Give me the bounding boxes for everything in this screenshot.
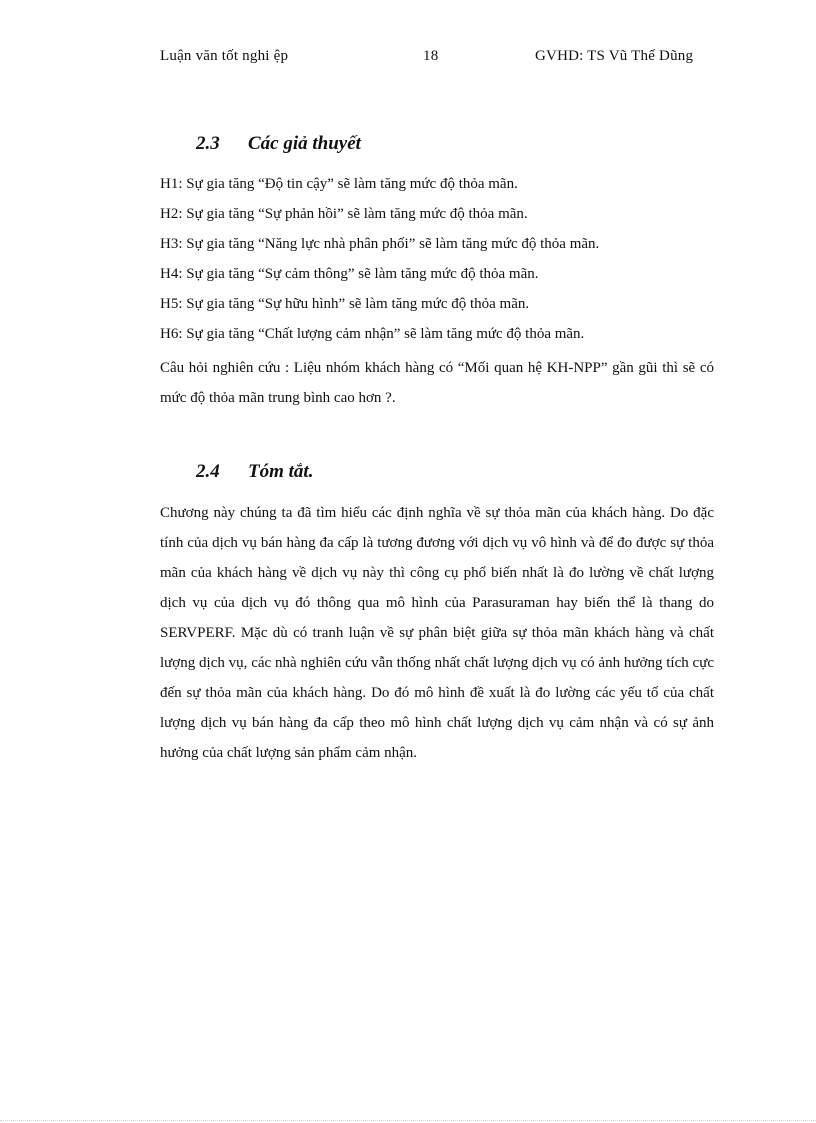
hypothesis-h1: H1: Sự gia tăng “Độ tin cậy” sẽ làm tăng mức độ thỏa mãn.: [160, 176, 518, 192]
section-title: Các giả thuyết: [248, 133, 361, 154]
header-advisor: GVHD: TS Vũ Thế Dũng: [535, 48, 694, 64]
page-header: [160, 48, 720, 72]
hypothesis-h3: H3: Sự gia tăng “Năng lực nhà phân phối” sẽ làm tăng mức độ thỏa mãn.: [160, 236, 600, 252]
hypothesis-h4: H4: Sự gia tăng “Sự cảm thông” sẽ làm tăng mức độ thỏa mãn.: [160, 266, 539, 282]
section-title: Tóm tắt.: [248, 461, 314, 482]
hypothesis-h6: H6: Sự gia tăng “Chất lượng cảm nhận” sẽ làm tăng mức độ thỏa mãn.: [160, 326, 585, 342]
section-number: 2.4: [196, 461, 220, 482]
section-number: 2.3: [196, 133, 220, 154]
section-heading-2-3: [196, 133, 361, 155]
hypothesis-list: [160, 173, 720, 353]
page-number: 18: [423, 48, 439, 64]
hypothesis-h2: H2: Sự gia tăng “Sự phản hồi” sẽ làm tăng mức độ thỏa mãn.: [160, 206, 528, 222]
hypothesis-h5: H5: Sự gia tăng “Sự hữu hình” sẽ làm tăng mức độ thỏa mãn.: [160, 296, 530, 312]
section-heading-2-4: [196, 461, 313, 483]
page-bottom-divider: [0, 1120, 816, 1121]
summary-paragraph: Chương này chúng ta đã tìm hiểu các định nghĩa về sự thỏa mãn của khách hàng. Do đặc tính của dịch vụ bán hàng đa cấp là tương đương với dịch vụ vô hình và để đo được sự thỏa mãn của khách hàng về dịch vụ này thì công cụ phổ biến nhất là đo lường về chất lượng dịch vụ của dịch vụ đó thông qua mô hình của Parasuraman hay biến thể là thang do SERVPERF. Mặc dù có tranh luận về sự phân biệt giữa sự thỏa mãn khách hàng và chất lượng dịch vụ, các nhà nghiên cứu vẫn thống nhất chất lượng dịch vụ có ảnh hưởng tích cực đến sự thỏa mãn của khách hàng. Do đó mô hình đề xuất là đo lường các yếu tố của chất lượng dịch vụ bán hàng đa cấp theo mô hình chất lượng dịch vụ cảm nhận và có sự ảnh hưởng của chất lượng sản phẩm cảm nhận.: [160, 505, 714, 761]
header-thesis-label: Luận văn tốt nghi ệp: [160, 48, 289, 64]
research-question: Câu hỏi nghiên cứu : Liệu nhóm khách hàng có “Mối quan hệ KH-NPP” gần gũi thì sẽ có mức độ thỏa mãn trung bình cao hơn ?.: [160, 360, 714, 406]
